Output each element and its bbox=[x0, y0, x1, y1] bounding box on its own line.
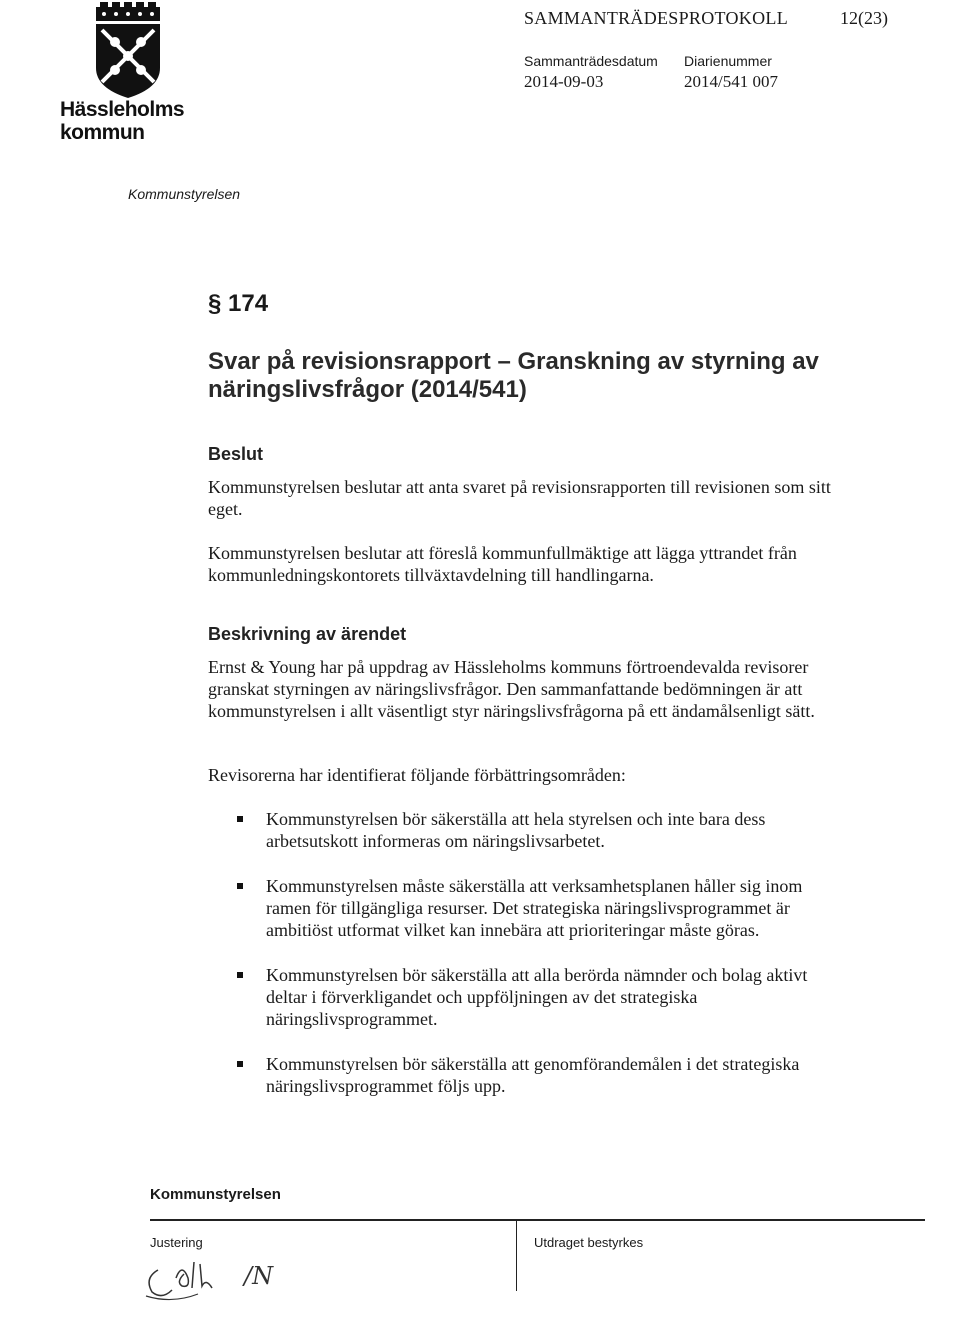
municipality-name-line-1: Hässleholms bbox=[60, 98, 185, 121]
list-item-text: Kommunstyrelsen bör säkerställa att alla berörda nämnder och bolag aktivt deltar i förverkligandet och uppföljningen av det strategiska näringslivsprogrammet. bbox=[266, 965, 808, 1029]
extract-label: Utdraget bestyrkes bbox=[534, 1235, 644, 1250]
page-number: 12(23) bbox=[840, 8, 888, 28]
decision-paragraph-1: Kommunstyrelsen beslutar att anta svaret på revisionsrapporten till revisionen som sitt eget. bbox=[208, 477, 831, 519]
municipality-name bbox=[60, 98, 184, 144]
list-item bbox=[208, 964, 848, 1030]
section-number: § 174 bbox=[208, 290, 269, 317]
meeting-date-label: Sammanträdesdatum bbox=[524, 53, 658, 69]
bullet-icon bbox=[237, 816, 243, 822]
improvement-list bbox=[208, 808, 848, 1120]
list-item bbox=[208, 1053, 848, 1097]
section-title: Svar på revisionsrapport – Granskning av styrning av näringslivsfrågor (2014/541) bbox=[208, 348, 819, 403]
bullet-icon bbox=[237, 972, 243, 978]
signature-initials: /N bbox=[244, 1262, 274, 1290]
description-heading: Beskrivning av ärendet bbox=[208, 624, 407, 644]
meeting-date: 2014-09-03 bbox=[524, 72, 604, 91]
list-item bbox=[208, 875, 848, 941]
department-header: Kommunstyrelsen bbox=[128, 186, 241, 202]
justering-label: Justering bbox=[150, 1235, 203, 1250]
bullet-icon bbox=[237, 883, 243, 889]
list-item-text: Kommunstyrelsen bör säkerställa att genomförandemålen i det strategiska näringslivsprogrammet följs upp. bbox=[266, 1054, 800, 1096]
list-item-text: Kommunstyrelsen bör säkerställa att hela styrelsen och inte bara dess arbetsutskott informeras om näringslivsarbetet. bbox=[266, 809, 766, 851]
list-item bbox=[208, 808, 848, 852]
footer-divider bbox=[150, 1219, 925, 1221]
document-type: SAMMANTRÄDESPROTOKOLL bbox=[524, 8, 788, 28]
case-number-label: Diarienummer bbox=[684, 53, 772, 69]
decision-paragraph-2: Kommunstyrelsen beslutar att föreslå kommunfullmäktige att lägga yttrandet från kommunledningskontorets tillväxtavdelning till handlingarna. bbox=[208, 543, 797, 585]
improvement-intro: Revisorerna har identifierat följande förbättringsområden: bbox=[208, 765, 626, 785]
bullet-icon bbox=[237, 1061, 243, 1067]
description-paragraph: Ernst & Young har på uppdrag av Hässleholms kommuns förtroendevalda revisorer granskat styrningen av näringslivsfrågor. Den sammanfattande bedömningen är att kommunstyrelsen i allt väsentligt styr näringslivsfrågorna på ett ändamålsenligt sätt. bbox=[208, 657, 815, 721]
list-item-text: Kommunstyrelsen måste säkerställa att verksamhetsplanen håller sig inom ramen för tillgängliga resurser. Det strategiska näringslivsprogrammet är ambitiöst utformat vilket kan innebära att prioriteringar måste göras. bbox=[266, 876, 803, 940]
case-number: 2014/541 007 bbox=[684, 72, 778, 91]
decision-heading: Beslut bbox=[208, 444, 264, 464]
footer-column-divider bbox=[516, 1219, 517, 1291]
municipality-name-line-2: kommun bbox=[60, 121, 145, 144]
footer-title: Kommunstyrelsen bbox=[150, 1186, 281, 1203]
